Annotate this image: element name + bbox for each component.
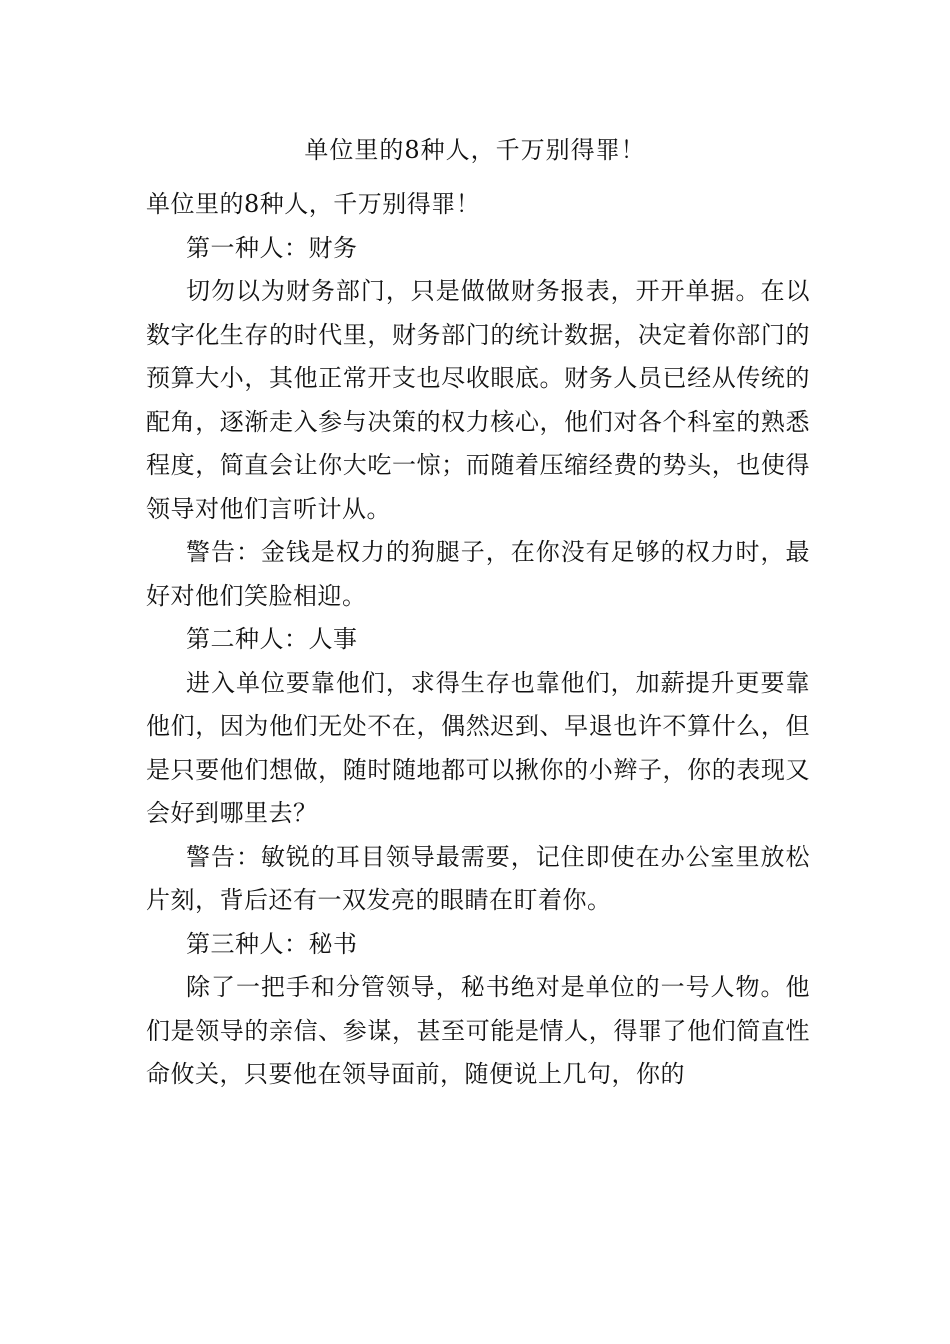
section-1-heading: 第一种人：财务 — [186, 233, 358, 262]
section-1-warning: 警告：金钱是权力的狗腿子，在你没有足够的权力时，最好对他们笑脸相迎。 — [146, 538, 810, 610]
section-2-heading: 第二种人：人事 — [186, 625, 358, 653]
section-3-heading: 第三种人：秘书 — [186, 929, 358, 958]
section-2-warning: 警告：敏锐的耳目领导最需要，记住即使在办公室里放松片刻，背后还有一双发亮的眼睛在盯着你。 — [146, 842, 810, 914]
section-1-body: 切勿以为财务部门，只是做做财务报表，开开单据。在以数字化生存的时代里，财务部门的统计数据，决定着你部门的预算大小，其他正常开支也尽收眼底。财务人员已经从传统的配角，逐渐走入参与决策的权力核心，他们对各个科室的熟悉程度，简直会让你大吃一惊；而随着压缩经费的势头，也使得领导对他们言听计从。 — [146, 277, 810, 523]
section-3-body: 除了一把手和分管领导，秘书绝对是单位的一号人物。他们是领导的亲信、参谋，甚至可能是情人，得罪了他们简直性命攸关，只要他在领导面前，随便说上几句，你的 — [146, 973, 810, 1088]
document-subtitle: 单位里的8种人，千万别得罪！ — [146, 190, 481, 218]
document-body — [146, 183, 810, 1097]
page-title: 单位里的8种人，千万别得罪！ — [304, 136, 646, 164]
section-2-body: 进入单位要靠他们，求得生存也靠他们，加薪提升更要靠他们，因为他们无处不在，偶然迟到、早退也许不算什么，但是只要他们想做，随时随地都可以揪你的小辫子，你的表现又会好到哪里去？ — [146, 668, 810, 827]
